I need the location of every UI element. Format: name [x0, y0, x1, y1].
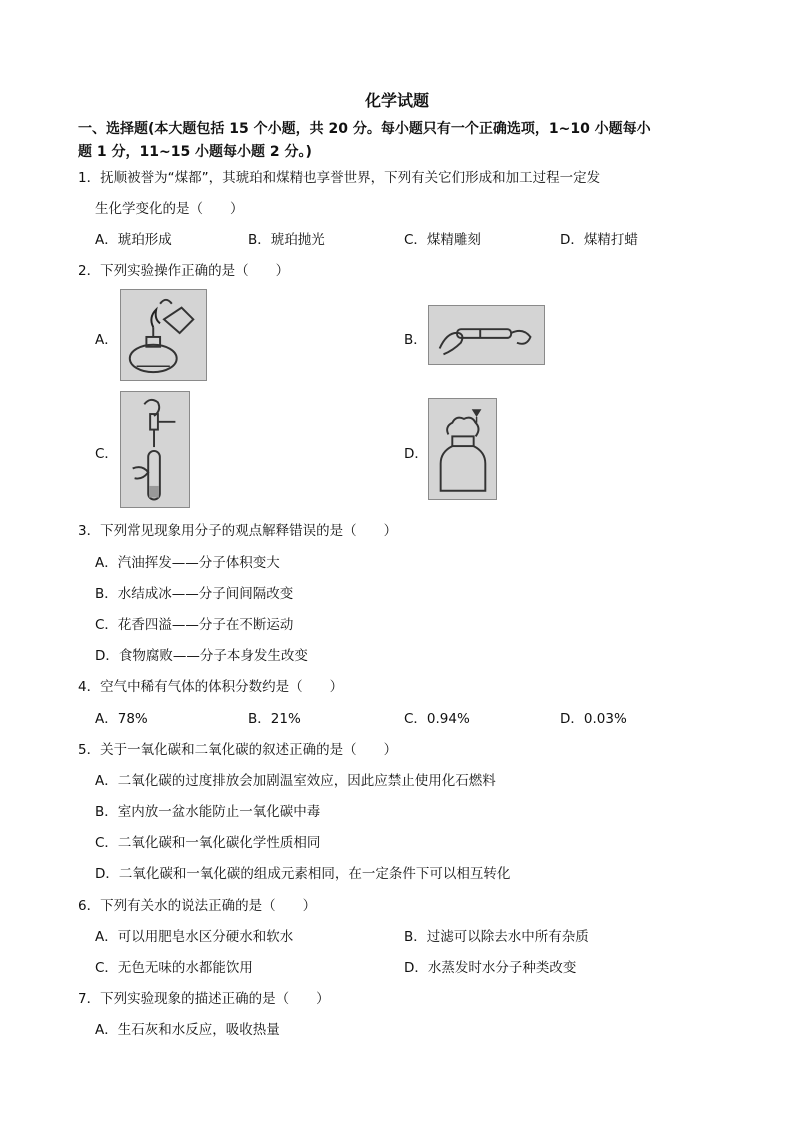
option-d[interactable]: D．煤精打蜡: [560, 232, 638, 248]
question-2: [78, 259, 289, 279]
bottle-figure: [428, 398, 497, 500]
option-a[interactable]: A．78%: [95, 711, 148, 727]
option-b[interactable]: B．水结成冰——分子间间隔改变: [95, 586, 294, 602]
question-5: [78, 738, 397, 758]
option-b[interactable]: B．21%: [248, 711, 301, 727]
option-b[interactable]: B．琥珀抛光: [248, 232, 325, 248]
question-number: 7．: [78, 991, 101, 1007]
question-7: [78, 987, 330, 1007]
section-heading-line1: 一、选择题(本大题包括 15 个小题，共 20 分。每小题只有一个正确选项，1~10 小题每小: [78, 121, 651, 137]
section-heading-line2: 题 1 分，11~15 小题每小题 2 分。): [78, 144, 312, 160]
option-d[interactable]: D．0.03%: [560, 711, 627, 727]
dropper-figure: [120, 391, 190, 508]
option-b[interactable]: B．室内放一盆水能防止一氧化碳中毒: [95, 804, 321, 820]
option-c[interactable]: C．煤精雕刻: [404, 232, 481, 248]
question-stem: 抚顺被誉为“煤都”，其琥珀和煤精也享誉世界，下列有关它们形成和加工过程一定发: [100, 170, 601, 186]
option-a[interactable]: A．二氧化碳的过度排放会加剧温室效应，因此应禁止使用化石燃料: [95, 773, 496, 789]
option-a[interactable]: A．汽油挥发——分子体积变大: [95, 555, 280, 571]
page-title: 化学试题: [364, 91, 429, 110]
option-d[interactable]: D．食物腐败——分子本身发生改变: [95, 648, 308, 664]
question-1-stem-line2: 生化学变化的是（ ）: [95, 201, 244, 217]
question-number: 6．: [78, 898, 101, 914]
option-a[interactable]: A．可以用肥皂水区分硬水和软水: [95, 929, 294, 945]
option-c[interactable]: C．: [95, 446, 118, 462]
question-number: 5．: [78, 742, 101, 758]
question-number: 4．: [78, 679, 101, 695]
question-3: [78, 519, 397, 539]
question-4: [78, 675, 343, 695]
option-d[interactable]: D．: [404, 446, 428, 462]
question-number: 2．: [78, 263, 101, 279]
question-6: [78, 894, 316, 914]
option-a[interactable]: A．生石灰和水反应，吸收热量: [95, 1022, 280, 1038]
option-b[interactable]: B．过滤可以除去水中所有杂质: [404, 929, 589, 945]
option-c[interactable]: C．二氧化碳和一氧化碳化学性质相同: [95, 835, 321, 851]
option-c[interactable]: C．花香四溢——分子在不断运动: [95, 617, 294, 633]
question-number: 1．: [78, 170, 101, 186]
question-1: [78, 166, 600, 186]
option-d[interactable]: D．水蒸发时水分子种类改变: [404, 960, 577, 976]
question-stem: 下列实验操作正确的是（ ）: [100, 263, 290, 279]
question-number: 3．: [78, 523, 101, 539]
option-d[interactable]: D．二氧化碳和一氧化碳的组成元素相同，在一定条件下可以相互转化: [95, 866, 511, 882]
option-a[interactable]: A．琥珀形成: [95, 232, 172, 248]
option-c[interactable]: C．0.94%: [404, 711, 470, 727]
question-stem: 下列常见现象用分子的观点解释错误的是（ ）: [100, 523, 398, 539]
alcohol-lamp-lighting-figure: [120, 289, 207, 381]
question-stem: 下列实验现象的描述正确的是（ ）: [100, 991, 330, 1007]
question-stem: 空气中稀有气体的体积分数约是（ ）: [100, 679, 344, 695]
option-b[interactable]: B．: [404, 332, 427, 348]
option-c[interactable]: C．无色无味的水都能饮用: [95, 960, 253, 976]
question-stem: 下列有关水的说法正确的是（ ）: [100, 898, 317, 914]
question-stem: 关于一氧化碳和二氧化碳的叙述正确的是（ ）: [100, 742, 398, 758]
test-tube-heating-figure: [428, 305, 545, 365]
option-a[interactable]: A．: [95, 332, 118, 348]
